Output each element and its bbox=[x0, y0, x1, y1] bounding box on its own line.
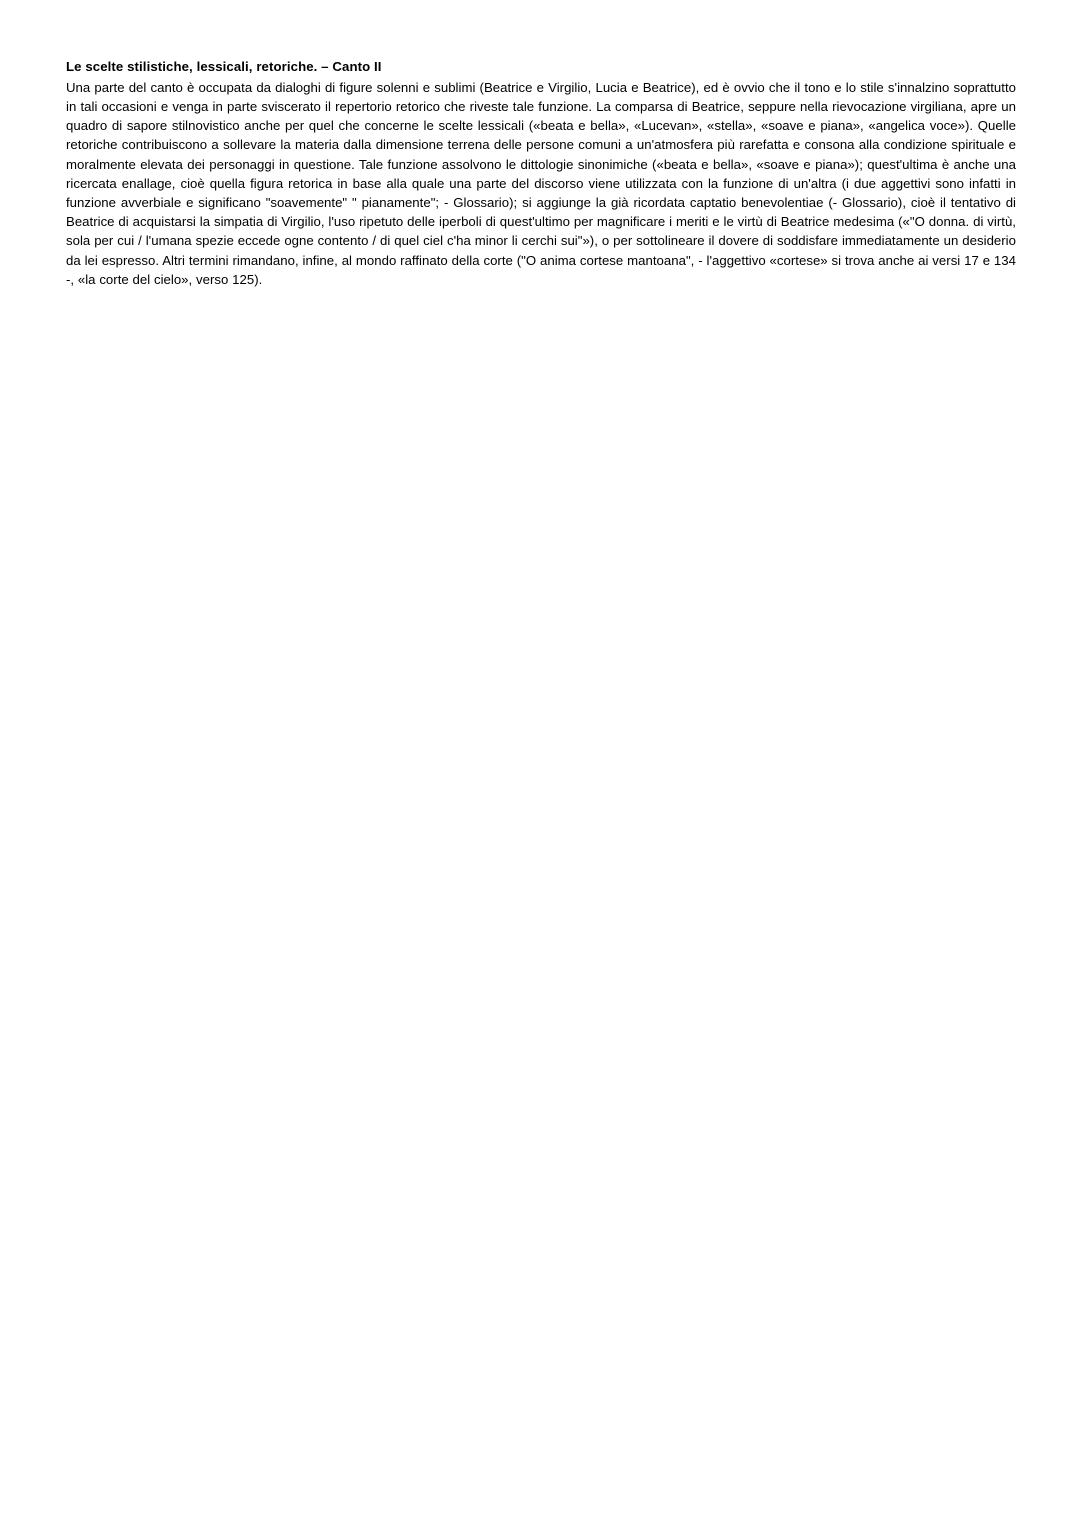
body-paragraph: Una parte del canto è occupata da dialoghi di figure solenni e sublimi (Beatrice e Virgilio, Lucia e Beatrice), ed è ovvio che il tono e lo stile s'innalzino soprattutto in tali occasioni e venga in parte sviscerato il repertorio retorico che riveste tale funzione. La comparsa di Beatrice, seppure nella rievocazione virgiliana, apre un quadro di sapore stilnovistico anche per quel che concerne le scelte lessicali («beata e bella», «Lucevan», «stella», «soave e piana», «angelica voce»). Quelle retoriche contribuiscono a sollevare la materia dalla dimensione terrena delle persone comuni a un'atmosfera più rarefatta e consona alla condizione spirituale e moralmente elevata dei personaggi in questione. Tale funzione assolvono le dittologie sinonimiche («beata e bella», «soave e piana»); quest'ultima è anche una ricercata enallage, cioè quella figura retorica in base alla quale una parte del discorso viene utilizzata con la funzione di un'altra (i due aggettivi sono infatti in funzione avverbiale e significano "soavemente" " pianamente"; - Glossario); si aggiunge la già ricordata captatio benevolentiae (- Glossario), cioè il tentativo di Beatrice di acquistarsi la simpatia di Virgilio, l'uso ripetuto delle iperboli di quest'ultimo per magnificare i meriti e le virtù di Beatrice medesima («"O donna. di virtù, sola per cui / l'umana spezie eccede ogne contento / di quel ciel c'ha minor li cerchi sui"»), o per sottolineare il dovere di soddisfare immediatamente un desiderio da lei espresso. Altri termini rimandano, infine, al mondo raffinato della corte ("O anima cortese mantoana", - l'aggettivo «cortese» si trova anche ai versi 17 e 134 -, «la corte del cielo», verso 125). bbox=[66, 79, 1016, 287]
section-heading: Le scelte stilistiche, lessicali, retoriche. – Canto II bbox=[66, 59, 382, 74]
